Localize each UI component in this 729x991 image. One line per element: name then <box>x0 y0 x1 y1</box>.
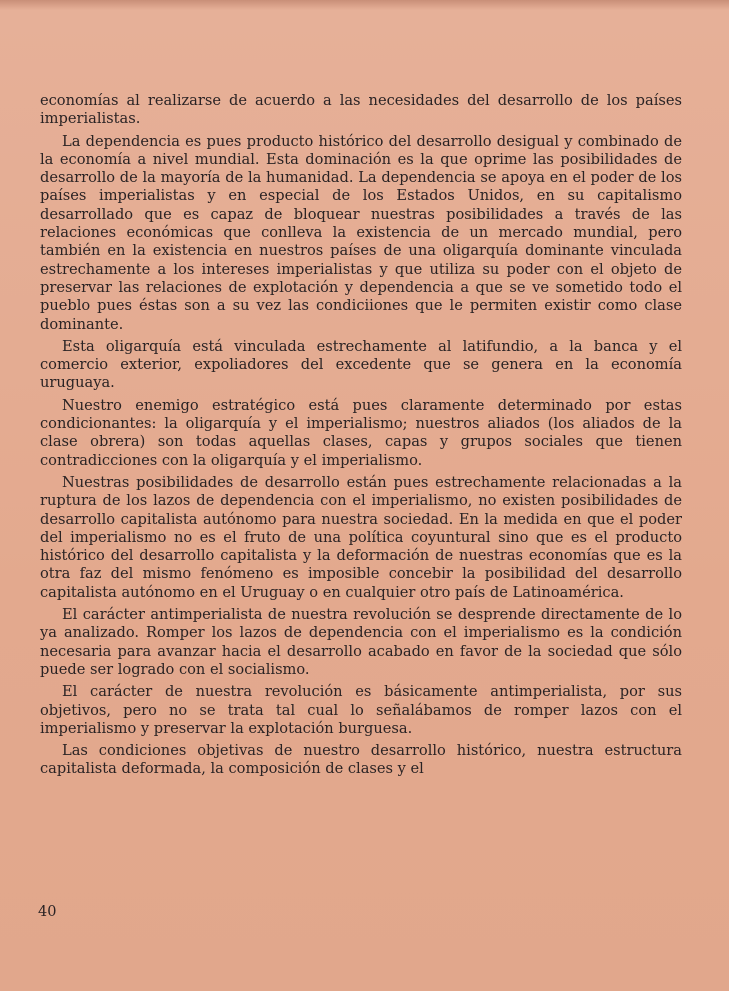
page-number: 40 <box>38 904 57 920</box>
paragraph-continuation: economías al realizarse de acuerdo a las necesidades del desarrollo de los países imperialistas. <box>40 92 682 128</box>
body-text <box>40 92 682 783</box>
paragraph: Nuestras posibilidades de desarrollo están pues estrechamente relacionadas a la ruptura de los lazos de dependencia con el imperialismo, no existen posibilidades de desarrollo capitalista autónomo para nuestra sociedad. En la medida en que el poder del imperialismo no es el fruto de una política coyuntural sino que es el producto histórico del desarrollo capitalista y la deformación de nuestras economías que es la otra faz del mismo fenómeno es imposible concebir la posibilidad del desarrollo capitalista autónomo en el Uruguay o en cualquier otro país de Latinoamérica. <box>40 473 682 601</box>
paragraph: Nuestro enemigo estratégico está pues claramente determinado por estas condicionantes: la oligarquía y el imperialismo; nuestros aliados (los aliados de la clase obrera) son todas aquellas clases, capas y grupos sociales que tienen contradicciones con la oligarquía y el imperialismo. <box>40 396 682 469</box>
paragraph: Esta oligarquía está vinculada estrechamente al latifundio, a la banca y el comercio exterior, expoliadores del excedente que se genera en la economía uruguaya. <box>40 337 682 392</box>
paragraph: La dependencia es pues producto histórico del desarrollo desigual y combinado de la economía a nivel mundial. Esta dominación es la que oprime las posibilidades de desarrollo de la mayoría de la humanidad. La dependencia se apoya en el poder de los países imperialistas y en especial de los Estados Unidos, en su capitalismo desarrollado que es capaz de bloquear nuestras posibilidades a través de las relaciones económicas que conlleva la existencia de un mercado mundial, pero también en la existencia en nuestros países de una oligarquía dominante vinculada estrechamente a los intereses imperialistas y que utiliza su poder con el objeto de preservar las relaciones de explotación y dependencia a que se ve sometido todo el pueblo pues éstas son a su vez las condiciiones que le permiten existir como clase dominante. <box>40 132 682 333</box>
paragraph: El carácter antimperialista de nuestra revolución se desprende directamente de lo ya analizado. Romper los lazos de dependencia con el imperialismo es la condición necesaria para avanzar hacia el desarrollo acabado en favor de la sociedad que sólo puede ser logrado con el socialismo. <box>40 606 682 678</box>
paragraph: Las condiciones objetivas de nuestro desarrollo histórico, nuestra estructura capitalista deformada, la composición de clases y el <box>40 742 682 778</box>
paragraph: El carácter de nuestra revolución es básicamente antimperialista, por sus objetivos, pero no se trata tal cual lo señalábamos de romper lazos con el imperialismo y preservar la explotación burguesa. <box>40 683 682 737</box>
page-top-edge <box>0 0 729 10</box>
